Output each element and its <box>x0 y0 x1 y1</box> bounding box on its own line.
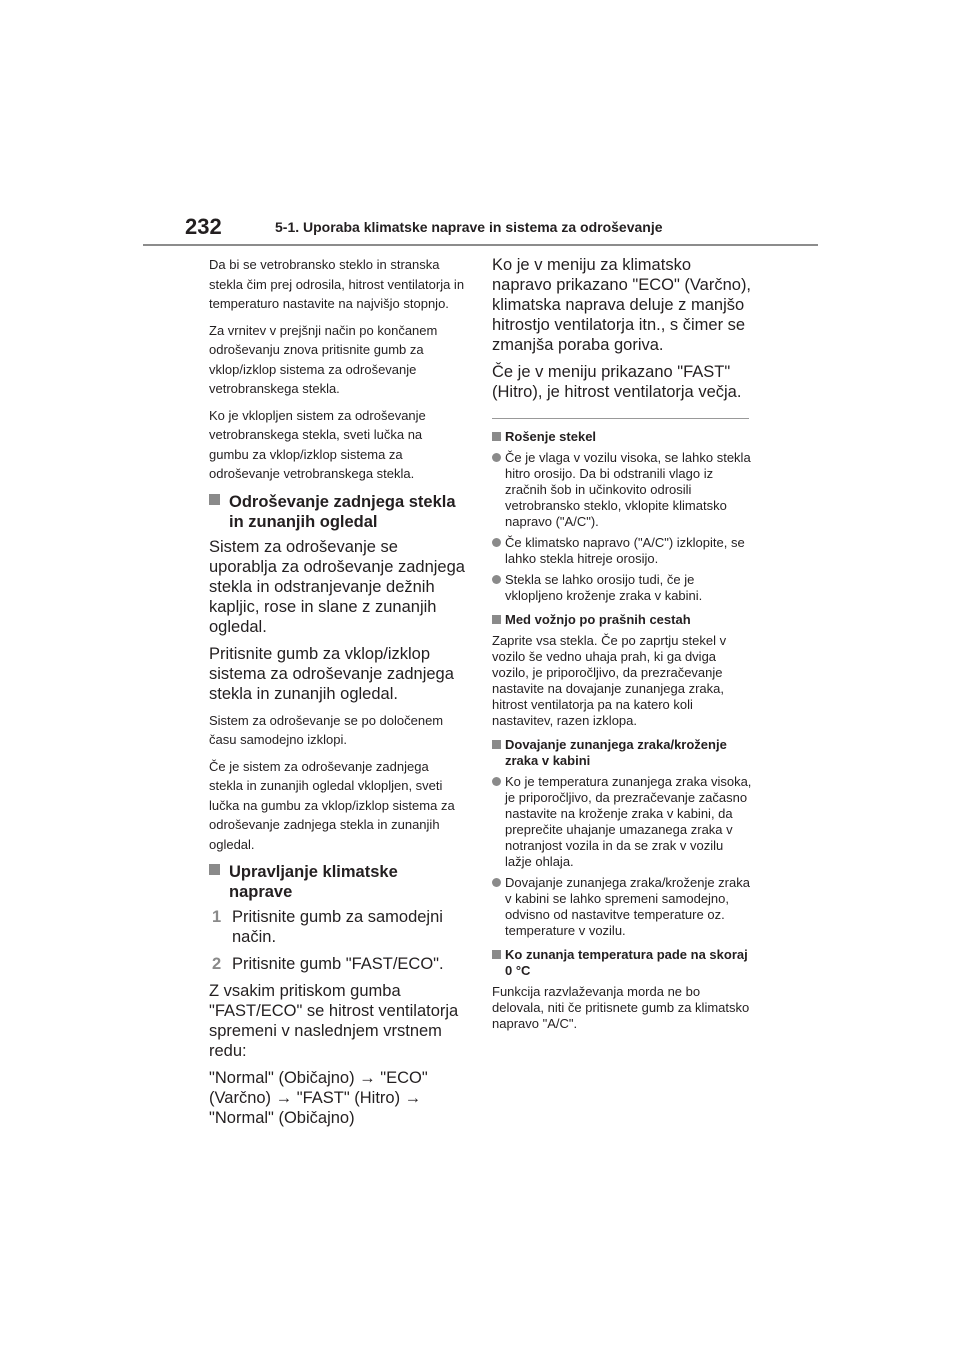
heading-text: Rošenje stekel <box>505 429 597 444</box>
circle-bullet-icon <box>492 453 501 462</box>
square-bullet-icon <box>209 864 220 875</box>
paragraph: Ko je v meniju za klimatsko napravo prikazano "ECO" (Varčno), klimatska naprava deluje z manjšo hitrostjo ventilatorja itn., s čimer se zmanjša poraba goriva. <box>492 256 752 354</box>
page-header <box>143 214 818 246</box>
divider <box>492 418 749 419</box>
paragraph: Če je v meniju prikazano "FAST" (Hitro), je hitrost ventilatorja večja. <box>492 363 742 401</box>
paragraph: Funkcija razvlaževanja morda ne bo delovala, niti če pritisnete gumb za klimatsko napravo "A/C". <box>492 984 750 1031</box>
right-column <box>492 255 752 1036</box>
paragraph: Sistem za odroševanje se uporablja za odroševanje zadnjega stekla in odstranjevanje dežnih kapljic, rose in slane z zunanjih ogledal. <box>209 537 465 636</box>
square-bullet-icon <box>492 432 501 441</box>
section-title: 5-1. Uporaba klimatske naprave in sistema za odroševanje <box>275 219 663 235</box>
square-bullet-icon <box>492 740 501 749</box>
left-column <box>209 255 465 1135</box>
step-number: 1 <box>212 908 222 926</box>
paragraph: "Normal" (Običajno) → "ECO" (Varčno) → "FAST" (Hitro) → "Normal" (Običajno) <box>209 1069 428 1127</box>
paragraph: Če je sistem za odroševanje zadnjega stekla in zunanjih ogledal vklopljen, sveti lučka na gumbu za vklop/izklop sistema za odroševanje zadnjega stekla in zunanjih ogledal. <box>209 758 455 852</box>
step-1 <box>209 907 465 947</box>
heading-low-temperature <box>492 947 752 979</box>
square-bullet-icon <box>492 615 501 624</box>
list-item <box>492 774 752 870</box>
heading-text: Med vožnjo po prašnih cestah <box>505 612 691 627</box>
list-item <box>492 875 752 939</box>
list-item-text: Stekla se lahko orosijo tudi, če je vklopljeno kroženje zraka v kabini. <box>505 572 703 603</box>
heading-ac-control <box>209 862 465 902</box>
list-item <box>492 450 752 530</box>
list-item <box>492 572 752 604</box>
list-item-text: Če klimatsko napravo ("A/C") izklopite, se lahko stekla hitreje orosijo. <box>505 535 745 566</box>
paragraph: Z vsakim pritiskom gumba "FAST/ECO" se hitrost ventilatorja spremeni v naslednjem vrstnem redu: <box>209 982 459 1060</box>
list-item-text: Dovajanje zunanjega zraka/kroženje zraka v kabini se lahko spremeni samodejno, odvisno od nastavitve temperature oz. temperature v vozilu. <box>505 875 750 938</box>
square-bullet-icon <box>492 950 501 959</box>
circle-bullet-icon <box>492 538 501 547</box>
step-text: Pritisnite gumb za samodejni način. <box>232 908 443 946</box>
page-number: 232 <box>185 214 222 239</box>
paragraph: Zaprite vsa stekla. Če po zaprtju stekel v vozilo še vedno uhaja prah, ki ga dviga vozilo, je priporočljivo, da prezračevanje nastavite na dovajanje zunanjega zraka, hitrost ventilatorja pa na katero koli nastavitev, razen izklopa. <box>492 633 727 728</box>
paragraph: Za vrnitev v prejšnji način po končanem odroševanju znova pritisnite gumb za vklop/izklop sistema za odroševanje vetrobranskega stekla. <box>209 322 438 396</box>
paragraph: Ko je vklopljen sistem za odroševanje vetrobranskega stekla, sveti lučka na gumbu za vklop/izklop sistema za odroševanje vetrobranskega stekla. <box>209 407 426 481</box>
circle-bullet-icon <box>492 777 501 786</box>
heading-text: Ko zunanja temperatura pade na skoraj 0 °C <box>505 947 748 978</box>
list-item-text: Ko je temperatura zunanjega zraka visoka, je priporočljivo, da prezračevanje začasno nastavite na kroženje zraka v kabini, da preprečite uhajanje umazanega zraka v notranjost vozila in da se zrak v vozilu lažje ohlaja. <box>505 774 752 869</box>
step-2 <box>209 954 465 974</box>
paragraph: Sistem za odroševanje se po določenem času samodejno izklopi. <box>209 712 444 747</box>
heading-dusty-roads <box>492 612 752 628</box>
list-item <box>492 535 752 567</box>
paragraph: Pritisnite gumb za vklop/izklop sistema za odroševanje zadnjega stekla in zunanjih ogledal. <box>209 644 454 703</box>
heading-text: Dovajanje zunanjega zraka/kroženje zraka v kabini <box>505 737 727 768</box>
square-bullet-icon <box>209 494 220 505</box>
circle-bullet-icon <box>492 878 501 887</box>
step-number: 2 <box>212 955 222 973</box>
list-item-text: Če je vlaga v vozilu visoka, se lahko stekla hitro orosijo. Da bi odstranili vlago iz zračnih šob in učinkovito odrosili vetrobransko steklo, vklopite klimatsko napravo ("A/C"). <box>505 450 751 529</box>
heading-fogging <box>492 429 752 445</box>
header-rule <box>143 244 818 246</box>
heading-text: Upravljanje klimatske naprave <box>229 863 398 901</box>
heading-air-intake <box>492 737 752 769</box>
circle-bullet-icon <box>492 575 501 584</box>
step-text: Pritisnite gumb "FAST/ECO". <box>232 955 444 973</box>
paragraph: Da bi se vetrobransko steklo in stranska stekla čim prej odrosila, hitrost ventilatorja in temperaturo nastavite na najvišjo stopnjo. <box>209 257 465 311</box>
heading-text: Odroševanje zadnjega stekla in zunanjih ogledal <box>229 492 456 531</box>
heading-rear-defogger <box>209 492 465 532</box>
